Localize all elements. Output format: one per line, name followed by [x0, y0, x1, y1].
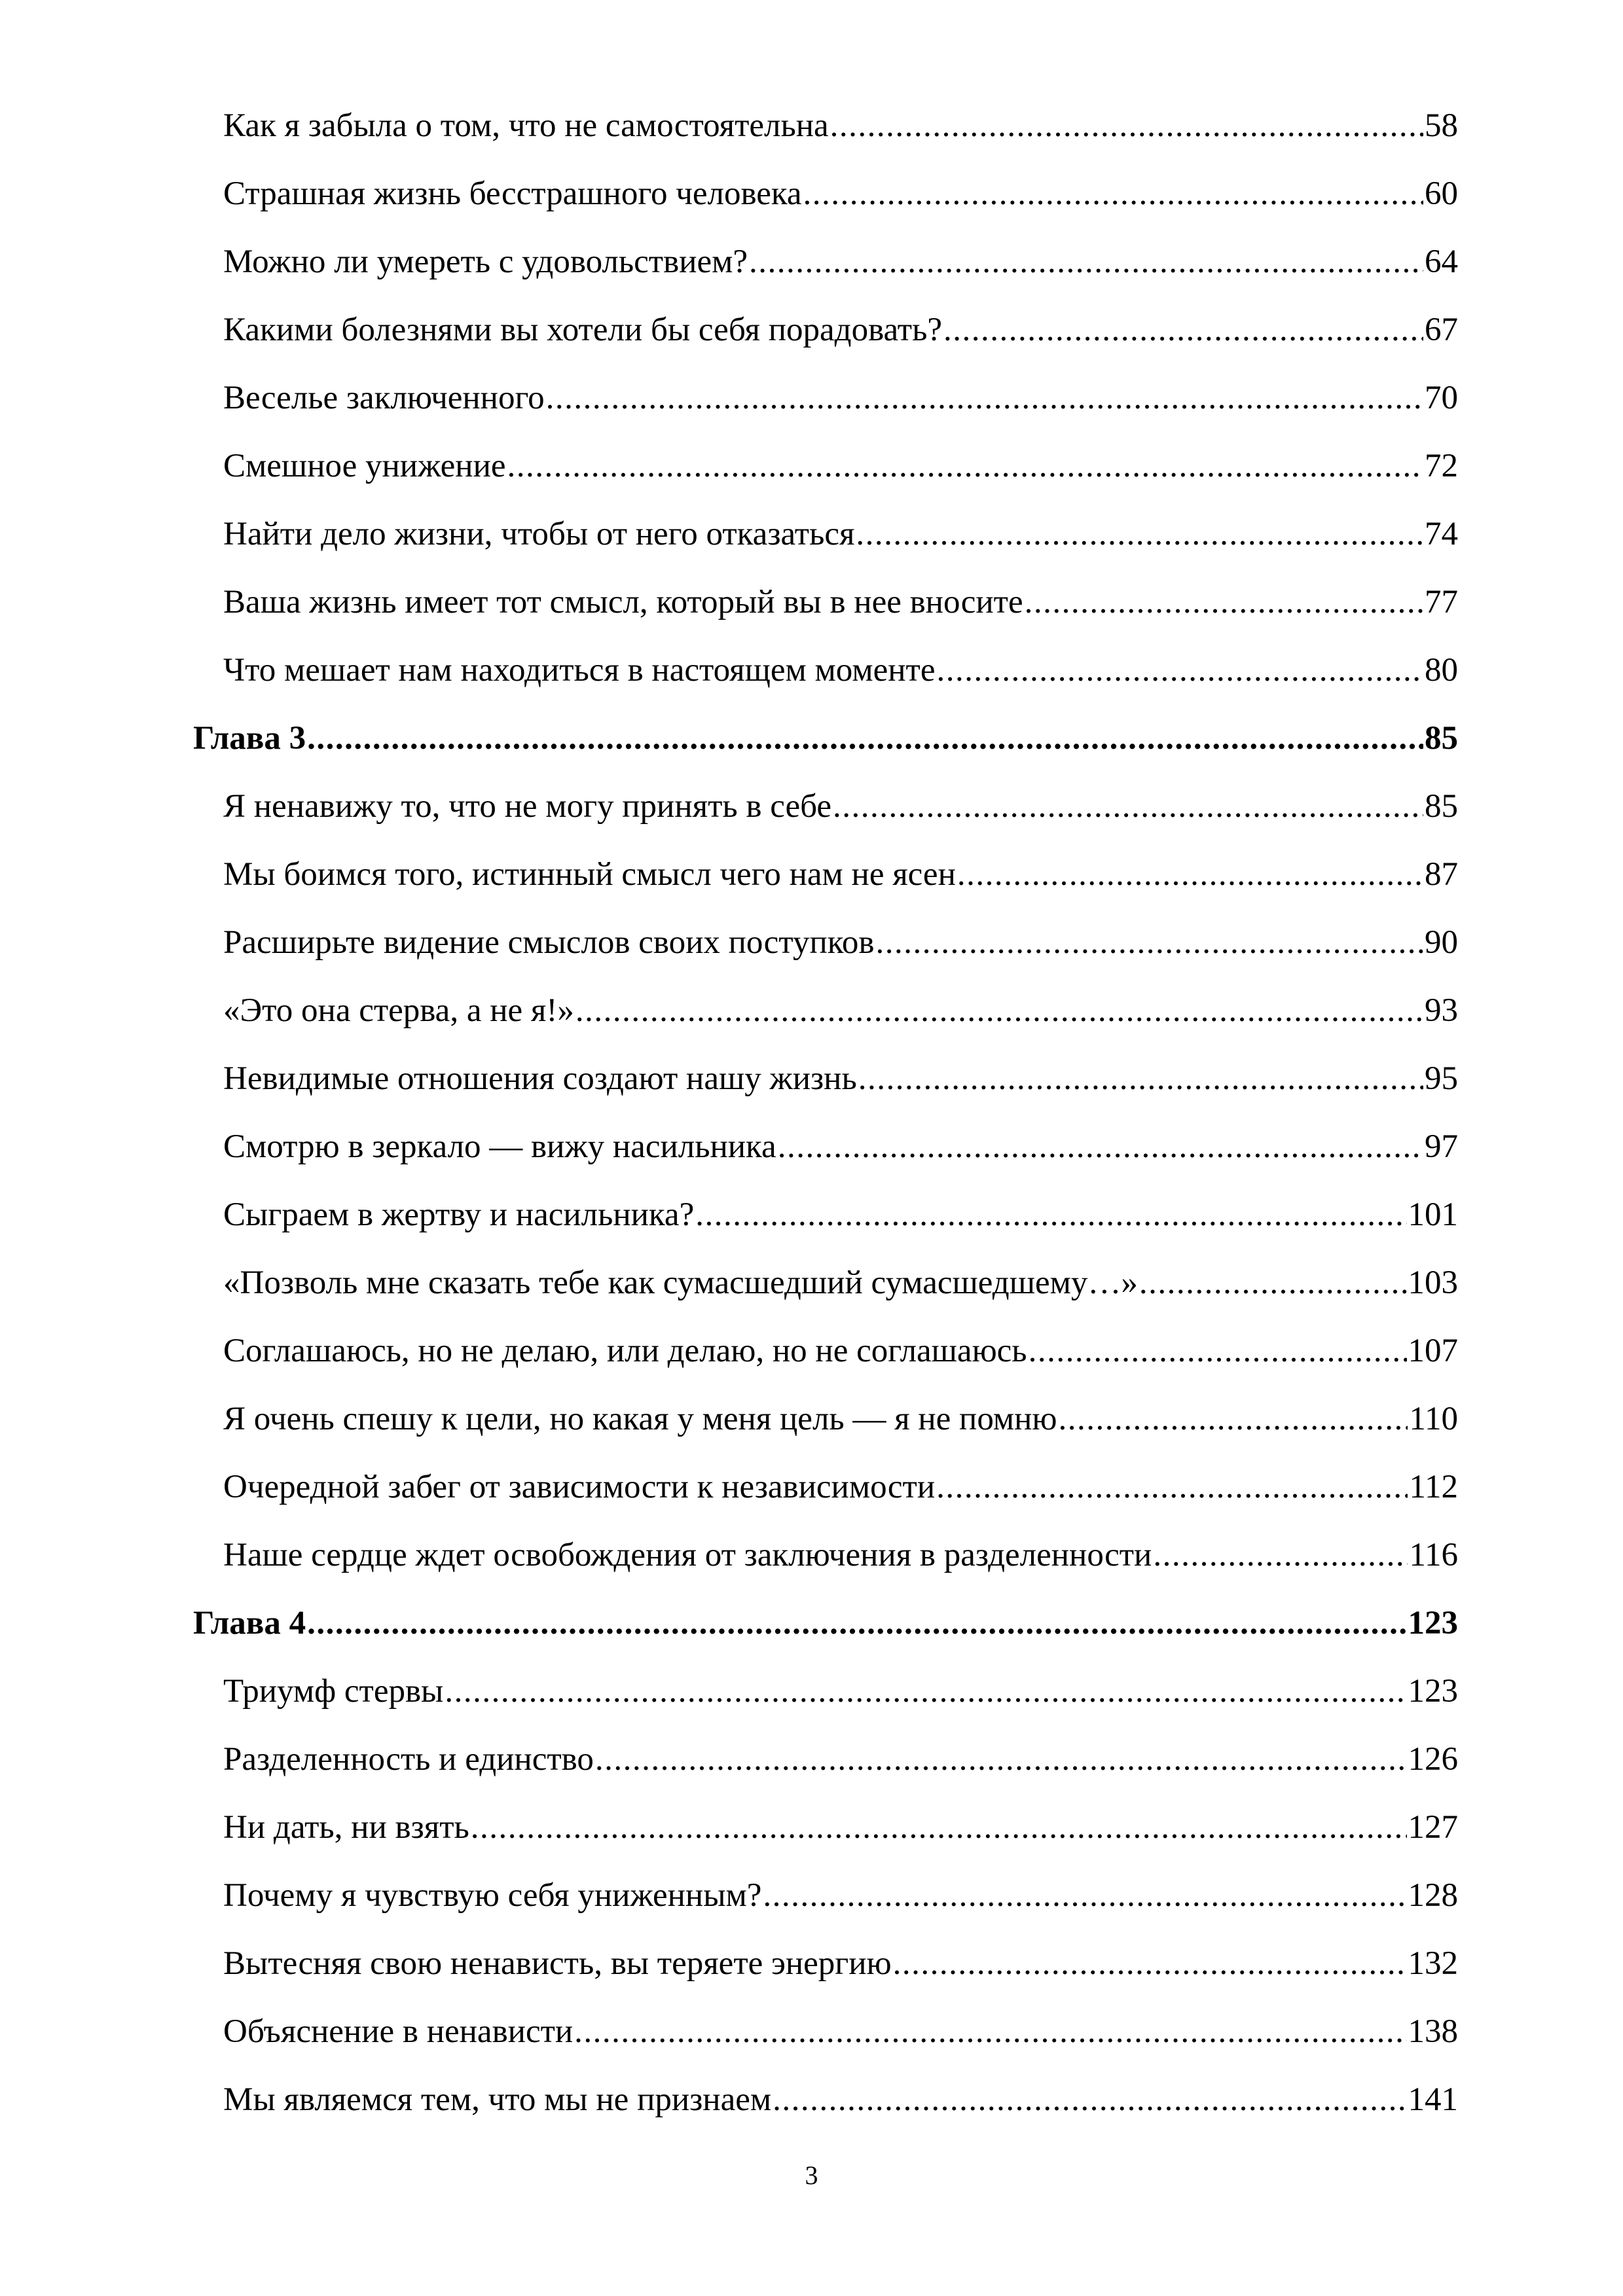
toc-entry — [223, 568, 1458, 636]
toc-dot-leader — [471, 1793, 1407, 1861]
toc-dot-leader — [307, 704, 1423, 772]
toc-dot-leader — [936, 636, 1423, 704]
toc-entry — [223, 772, 1458, 840]
toc-entry-title: Объяснение в ненависти — [223, 2013, 574, 2050]
toc-chapter-title: Глава 4 — [193, 1605, 306, 1641]
toc-entry — [223, 1861, 1458, 1929]
toc-entry-title: Ваша жизнь имеет тот смысл, который вы в нее вносите — [223, 584, 1023, 620]
toc-entry-title: Ни дать, ни взять — [223, 1809, 469, 1846]
toc-entry-page: 110 — [1409, 1401, 1458, 1437]
toc-entry-page: 126 — [1408, 1741, 1458, 1778]
toc-entry — [223, 1249, 1458, 1317]
toc-dot-leader — [957, 840, 1423, 908]
toc-entry-page: 85 — [1425, 788, 1458, 825]
toc-dot-leader — [595, 1725, 1407, 1793]
toc-dot-leader — [1029, 1317, 1407, 1385]
toc-entry-page: 60 — [1425, 175, 1458, 212]
toc-dot-leader — [1059, 1385, 1408, 1453]
toc-entry — [223, 1113, 1458, 1181]
toc-entry — [223, 2066, 1458, 2134]
toc-entry-title: Мы являемся тем, что мы не признаем — [223, 2081, 772, 2118]
toc-entry-title: Соглашаюсь, но не делаю, или делаю, но не соглашаюсь — [223, 1333, 1027, 1369]
toc-entry-title: Можно ли умереть с удовольствием? — [223, 243, 748, 280]
toc-entry-page: 70 — [1425, 380, 1458, 416]
toc-dot-leader — [1153, 1521, 1408, 1589]
toc-chapter-page: 123 — [1408, 1605, 1458, 1641]
toc-entry-title: Разделенность и единство — [223, 1741, 594, 1778]
toc-entry-title: Какими болезнями вы хотели бы себя порадовать? — [223, 312, 942, 348]
toc-entry-page: 87 — [1425, 856, 1458, 893]
toc-dot-leader — [858, 1045, 1423, 1113]
toc-entry — [223, 296, 1458, 364]
toc-entry-page: 141 — [1408, 2081, 1458, 2118]
toc-dot-leader — [936, 1453, 1408, 1521]
toc-dot-leader — [856, 500, 1423, 568]
toc-entry — [223, 1181, 1458, 1249]
toc-entry-page: 72 — [1425, 448, 1458, 484]
toc-entry — [223, 1317, 1458, 1385]
toc-entry-title: Почему я чувствую себя униженным? — [223, 1877, 762, 1914]
toc-entry — [223, 1385, 1458, 1453]
toc-entry-page: 127 — [1408, 1809, 1458, 1846]
toc-dot-leader — [749, 228, 1423, 296]
toc-dot-leader — [778, 1113, 1423, 1181]
toc-dot-leader — [575, 977, 1423, 1045]
toc-entry — [223, 977, 1458, 1045]
toc-entry-title: Смотрю в зеркало — вижу насильника — [223, 1128, 776, 1165]
toc-dot-leader — [574, 1998, 1406, 2066]
toc-entry-page: 101 — [1408, 1196, 1458, 1233]
toc-entry-title: Расширьте видение смыслов своих поступков — [223, 924, 875, 961]
toc-entry — [223, 1521, 1458, 1589]
toc-entry-title: Сыграем в жертву и насильника? — [223, 1196, 695, 1233]
toc-entry-page: 132 — [1408, 1945, 1458, 1982]
toc-entry-title: Очередной забег от зависимости к независимости — [223, 1469, 936, 1505]
toc-dot-leader — [546, 364, 1423, 432]
toc-entry-title: Как я забыла о том, что не самостоятельна — [223, 107, 829, 144]
toc-entry — [223, 364, 1458, 432]
toc-entry-title: «Позволь мне сказать тебе как сумасшедший сумасшедшему…» — [223, 1265, 1138, 1301]
toc-entry — [223, 1725, 1458, 1793]
toc-entry-title: Наше сердце ждет освобождения от заключения в разделенности — [223, 1537, 1152, 1573]
toc-entry-page: 107 — [1408, 1333, 1458, 1369]
toc-dot-leader — [445, 1657, 1406, 1725]
toc-entry-page: 138 — [1408, 2013, 1458, 2050]
toc-entry — [223, 1453, 1458, 1521]
toc-entry — [223, 92, 1458, 160]
toc-dot-leader — [695, 1181, 1406, 1249]
toc-dot-leader — [1025, 568, 1423, 636]
toc-entry-page: 128 — [1408, 1877, 1458, 1914]
toc-entry-page: 80 — [1425, 652, 1458, 689]
toc-entry-title: Невидимые отношения создают нашу жизнь — [223, 1060, 857, 1097]
toc-entry-page: 97 — [1425, 1128, 1458, 1165]
toc-entry — [223, 840, 1458, 908]
toc-entry-page: 123 — [1408, 1673, 1458, 1710]
toc-entry-page: 116 — [1409, 1537, 1458, 1573]
toc-dot-leader — [1139, 1249, 1407, 1317]
toc-entry-page: 67 — [1425, 312, 1458, 348]
toc-entry — [223, 500, 1458, 568]
toc-chapter-page: 85 — [1425, 720, 1458, 757]
toc-entry — [223, 160, 1458, 228]
toc-entry — [223, 1929, 1458, 1998]
toc-entry-title: «Это она стерва, а не я!» — [223, 992, 574, 1029]
toc-entry-page: 95 — [1425, 1060, 1458, 1097]
toc-dot-leader — [830, 92, 1423, 160]
toc-entry-page: 90 — [1425, 924, 1458, 961]
toc-entry-page: 58 — [1425, 107, 1458, 144]
toc-entry-title: Я ненавижу то, что не могу принять в себе — [223, 788, 832, 825]
toc-entry-page: 77 — [1425, 584, 1458, 620]
toc-entry-title: Смешное унижение — [223, 448, 506, 484]
toc-entry — [223, 228, 1458, 296]
toc-dot-leader — [307, 1589, 1406, 1657]
toc-entry-page: 64 — [1425, 243, 1458, 280]
toc-entry-title: Найти дело жизни, чтобы от него отказаться — [223, 516, 855, 552]
toc-entry-page: 74 — [1425, 516, 1458, 552]
toc-entry-page: 112 — [1409, 1469, 1458, 1505]
toc-chapter-title: Глава 3 — [193, 720, 306, 757]
toc-entry-page: 93 — [1425, 992, 1458, 1029]
toc-dot-leader — [893, 1929, 1407, 1998]
toc-dot-leader — [833, 772, 1423, 840]
toc-entry-title: Триумф стервы — [223, 1673, 444, 1710]
toc-entry-title: Страшная жизнь бесстрашного человека — [223, 175, 802, 212]
toc-dot-leader — [876, 908, 1424, 977]
toc-dot-leader — [763, 1861, 1406, 1929]
toc-entry-title: Веселье заключенного — [223, 380, 545, 416]
toc-entry-title: Я очень спешу к цели, но какая у меня цель — я не помню — [223, 1401, 1057, 1437]
toc-dot-leader — [507, 432, 1423, 500]
toc-chapter-heading — [193, 704, 1458, 772]
toc-chapter-heading — [193, 1589, 1458, 1657]
page-number: 3 — [805, 2161, 818, 2190]
toc-entry — [223, 1793, 1458, 1861]
toc-entry-title: Что мешает нам находиться в настоящем моменте — [223, 652, 936, 689]
toc-entry-title: Мы боимся того, истинный смысл чего нам не ясен — [223, 856, 956, 893]
toc-entry-page: 103 — [1408, 1265, 1458, 1301]
toc-entry — [223, 1657, 1458, 1725]
toc-entry — [223, 908, 1458, 977]
toc-entry — [223, 1045, 1458, 1113]
toc-dot-leader — [773, 2066, 1406, 2134]
toc-dot-leader — [803, 160, 1423, 228]
toc-entry — [223, 432, 1458, 500]
toc-entry-title: Вытесняя свою ненависть, вы теряете энергию — [223, 1945, 892, 1982]
toc-dot-leader — [943, 296, 1423, 364]
toc-entry — [223, 636, 1458, 704]
toc-entry — [223, 1998, 1458, 2066]
